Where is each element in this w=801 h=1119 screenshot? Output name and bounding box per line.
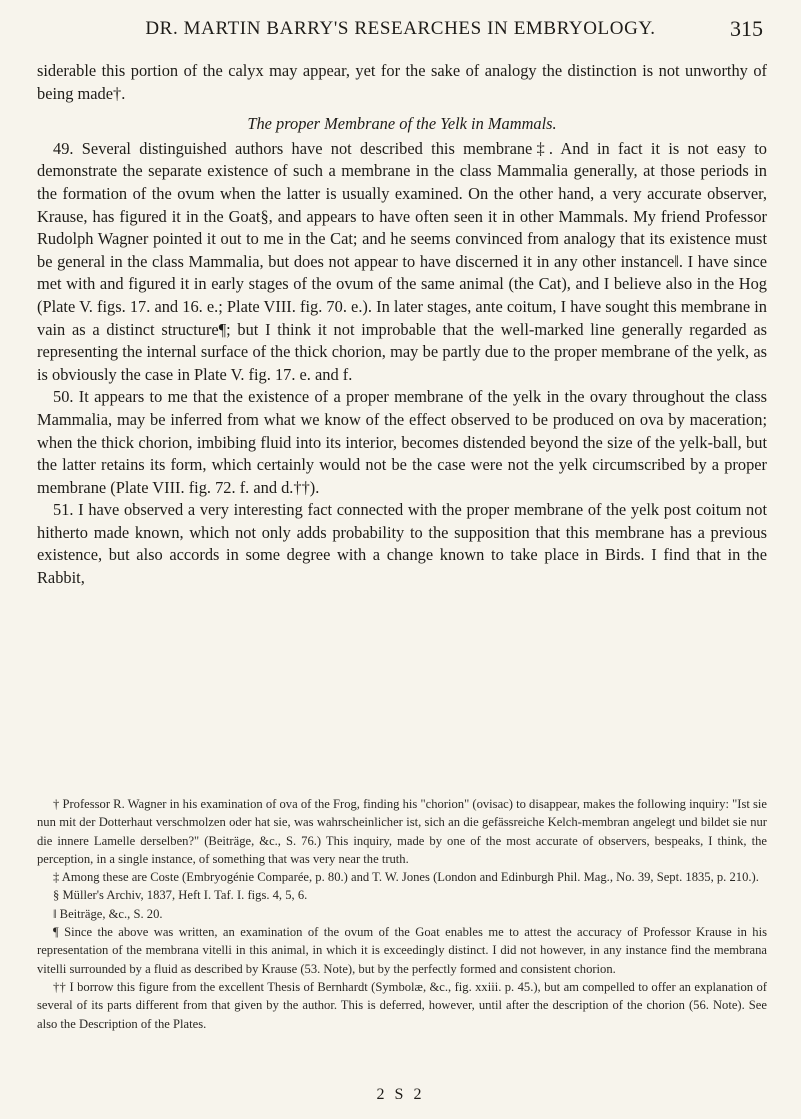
running-head: DR. MARTIN BARRY'S RESEARCHES IN EMBRYOLOGY. xyxy=(145,18,656,39)
paragraph-49: 49. Several distinguished authors have not described this membrane‡. And in fact it is not easy to demonstrate the separate existence of such a membrane in the class Mammalia generally, at those periods in the formation of the ovum when the latter is usually examined. On the other hand, a very accurate observer, Krause, has figured it in the Goat§, and appears to have often seen it in other Mammals. My friend Professor Rudolph Wagner pointed it out to me in the Cat; and he seems convinced from analogy that its existence must be general in the class Mammalia, but does not appear to have discerned it in any other instance‖. I have since met with and figured it in early stages of the ovum of the same animal (the Cat), and I believe also in the Hog (Plate V. figs. 17. and 16. e.; Plate VIII. fig. 70. e.). In later stages, ante coitum, I have sought this membrane in vain as a distinct structure¶; but I think it not improbable that the well-marked line generally regarded as representing the internal surface of the thick chorion, may be partly due to the proper membrane of the yelk, as is obviously the case in Plate V. fig. 17. e. and f. xyxy=(37,138,767,384)
main-text xyxy=(37,60,767,590)
page-header xyxy=(0,14,801,44)
section-heading: The proper Membrane of the Yelk in Mammals. xyxy=(247,114,557,134)
paragraph-51: 51. I have observed a very interesting fact connected with the proper membrane of the yelk post coitum not hitherto made known, which not only adds probability to the supposition that this membrane has a previous existence, but also accords in some degree with a change known to take place in Birds. I find that in the Rabbit, xyxy=(37,500,767,588)
footnote-pilcrow: ¶ Since the above was written, an examination of the ovum of the Goat enables me to attest the accuracy of Professor Krause in his representation of the membrana vitelli in this animal, in which it is exceedingly distinct. I did not however, in any instance find the membrana vitelli surrounded by a fluid as described by Krause (53. Note), but by the perfectly formed and consistent chorion. xyxy=(37,925,767,976)
footnote-parallel: ‖ Beiträge, &c., S. 20. xyxy=(53,906,163,921)
footnote-dagger: † Professor R. Wagner in his examination of ova of the Frog, finding his "chorion" (ovisac) to disappear, makes the following inquiry: "Ist sie nun mit der Dotterhaut verschmolzen oder hat sie, was wahrscheinlicher ist, sich an die gefässreiche Kelch-membran angelegt und bildet sie nur die innere Lamelle derselben?" (Beiträge, &c., S. 76.) This inquiry, made by one of the most accurate of observers, bespeaks, I think, the perception, in a single instance, of something that was very near the truth. xyxy=(37,797,767,866)
footnote-section: § Müller's Archiv, 1837, Heft I. Taf. I. figs. 4, 5, 6. xyxy=(53,888,308,903)
page-number: 315 xyxy=(730,16,763,41)
footnote-double-dagger-2: †† I borrow this figure from the excellent Thesis of Bernhardt (Symbolæ, &c., fig. xxiii. p. 45.), but am compelled to offer an explanation of several of its parts different from that given by the author. This is deferred, however, until after the description of the chorion (56. Note). See also the Description of the Plates. xyxy=(37,979,767,1031)
opening-paragraph: siderable this portion of the calyx may appear, yet for the sake of analogy the distinction is not unworthy of being made†. xyxy=(37,61,767,103)
signature-mark: 2 S 2 xyxy=(376,1086,425,1103)
footnotes xyxy=(37,795,767,1033)
paragraph-50: 50. It appears to me that the existence of a proper membrane of the yelk in the ovary throughout the class Mammalia, may be inferred from what we know of the effect observed to be produced on ova by maceration; when the thick chorion, imbibing fluid into its interior, becomes distended beyond the size of the yelk-ball, but the latter retains its form, which certainly would not be the case were not the yelk circumscribed by a proper membrane (Plate VIII. fig. 72. f. and d.††). xyxy=(37,387,767,497)
footnote-double-dagger: ‡ Among these are Coste (Embryogénie Comparée, p. 80.) and T. W. Jones (London and Edinburgh Phil. Mag., No. 39, Sept. 1835, p. 210.). xyxy=(53,870,759,885)
